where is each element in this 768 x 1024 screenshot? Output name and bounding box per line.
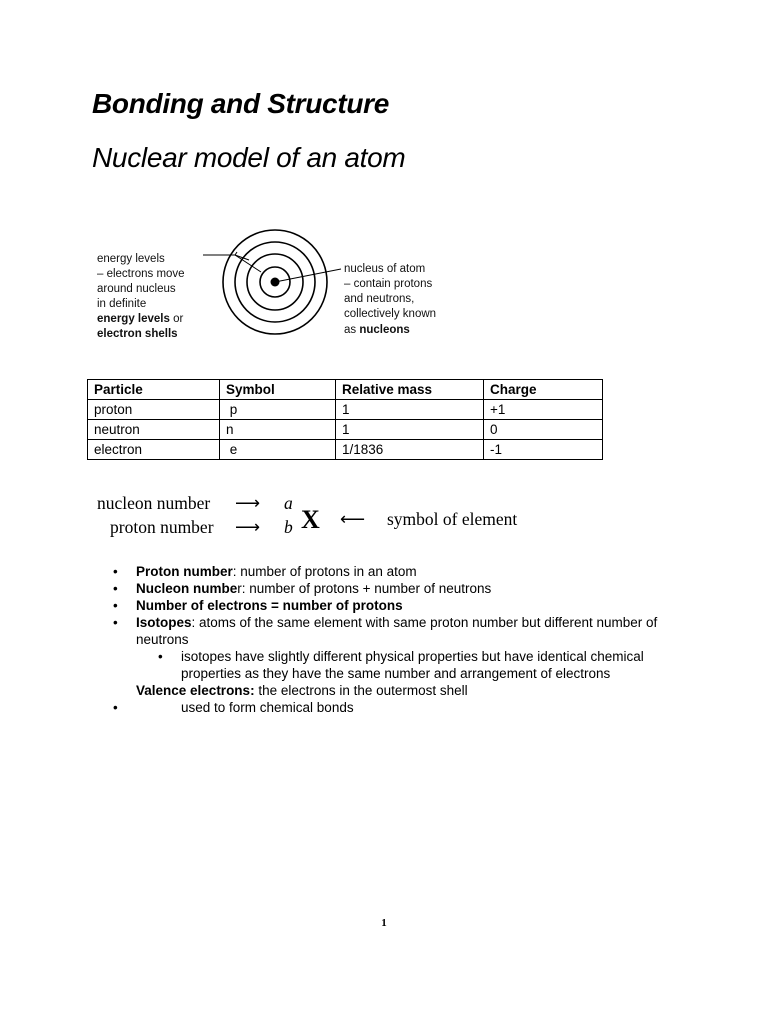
list-item — [100, 597, 680, 614]
table-row — [88, 400, 603, 420]
nucleon-symbol-a: a — [284, 493, 293, 513]
energy-label-line-2: – electrons move — [97, 268, 185, 280]
nucleus-label-as: as — [344, 324, 360, 336]
bullet-icon: • — [113, 564, 118, 579]
element-symbol-x: X — [301, 505, 320, 534]
section-subtitle: Nuclear model of an atom — [92, 142, 406, 173]
page-number: 1 — [381, 917, 387, 929]
nucleus-label-line-2: – contain protons — [344, 278, 433, 290]
cell-particle: electron — [88, 440, 220, 460]
energy-label-line-1: energy levels — [97, 253, 165, 265]
definitions-list — [100, 563, 680, 716]
nucleus-label-line-4: collectively known — [344, 308, 437, 320]
bullet-icon: • — [113, 615, 118, 630]
bullet-icon: • — [158, 649, 163, 664]
cell-relative-mass: 1 — [336, 420, 484, 440]
particle-table — [87, 379, 603, 460]
isotopes-sublist — [136, 648, 680, 682]
electron-shells-bold: electron shells — [97, 328, 178, 340]
column-header-particle: Particle — [88, 380, 220, 400]
nuclide-notation — [97, 490, 557, 542]
list-item — [100, 580, 680, 597]
nucleus-label-line-3: and neutrons, — [344, 293, 415, 305]
nucleon-arrow: ⟶ — [235, 493, 261, 513]
table-header-row — [88, 380, 603, 400]
list-item — [100, 563, 680, 580]
energy-label-line-5 — [97, 313, 183, 325]
electrons-equal-protons: Number of electrons = number of protons — [136, 598, 403, 613]
energy-levels-bold: energy levels — [97, 313, 170, 325]
page-title: Bonding and Structure — [92, 88, 390, 119]
cell-symbol: e — [220, 440, 336, 460]
valence-electrons-note: used to form chemical bonds — [181, 700, 354, 715]
column-header-symbol: Symbol — [220, 380, 336, 400]
valence-electrons-item — [100, 682, 680, 699]
proton-arrow: ⟶ — [235, 517, 261, 537]
energy-label-line-4: in definite — [97, 298, 147, 310]
valence-electrons-definition: the electrons in the outermost shell — [254, 683, 468, 698]
energy-label-line-3: around nucleus — [97, 283, 176, 295]
nucleus-label — [344, 263, 436, 336]
element-arrow: ⟵ — [340, 509, 366, 529]
table-row — [88, 420, 603, 440]
valence-electrons-term: Valence electrons: — [136, 683, 255, 698]
proton-number-label: proton number — [110, 517, 214, 537]
isotopes-term: Isotopes — [136, 615, 192, 630]
cell-charge: +1 — [484, 400, 603, 420]
proton-number-definition: : number of protons in an atom — [232, 564, 417, 579]
list-item — [136, 648, 680, 682]
nucleon-number-term: Nucleon numbe — [136, 581, 238, 596]
energy-levels-label — [97, 253, 185, 340]
isotopes-definition: : atoms of the same element with same proton number but different number of neutrons — [136, 615, 658, 647]
column-header-charge: Charge — [484, 380, 603, 400]
symbol-of-element-label: symbol of element — [387, 509, 518, 529]
cell-charge: -1 — [484, 440, 603, 460]
cell-particle: proton — [88, 400, 220, 420]
cell-relative-mass: 1 — [336, 400, 484, 420]
proton-number-term: Proton number — [136, 564, 233, 579]
nucleon-number-definition: r: number of protons + number of neutrons — [237, 581, 492, 596]
bullet-icon: • — [113, 598, 118, 613]
nucleons-bold: nucleons — [359, 324, 410, 336]
cell-charge: 0 — [484, 420, 603, 440]
bullet-icon: • — [113, 700, 118, 715]
nucleus-label-line-5 — [344, 324, 410, 336]
atom-diagram — [95, 222, 455, 346]
column-header-relative-mass: Relative mass — [336, 380, 484, 400]
table-row — [88, 440, 603, 460]
energy-label-or: or — [169, 313, 184, 325]
list-item — [100, 699, 680, 716]
bullet-icon: • — [113, 581, 118, 596]
proton-symbol-b: b — [284, 517, 293, 537]
nucleus-label-line-1: nucleus of atom — [344, 263, 426, 275]
isotopes-note: isotopes have slightly different physical properties but have identical chemical properties as they have the same number and arrangement of electrons — [181, 649, 644, 681]
cell-symbol: p — [220, 400, 336, 420]
list-item — [100, 614, 680, 682]
nucleon-number-label: nucleon number — [97, 493, 211, 513]
cell-relative-mass: 1/1836 — [336, 440, 484, 460]
cell-symbol: n — [220, 420, 336, 440]
cell-particle: neutron — [88, 420, 220, 440]
